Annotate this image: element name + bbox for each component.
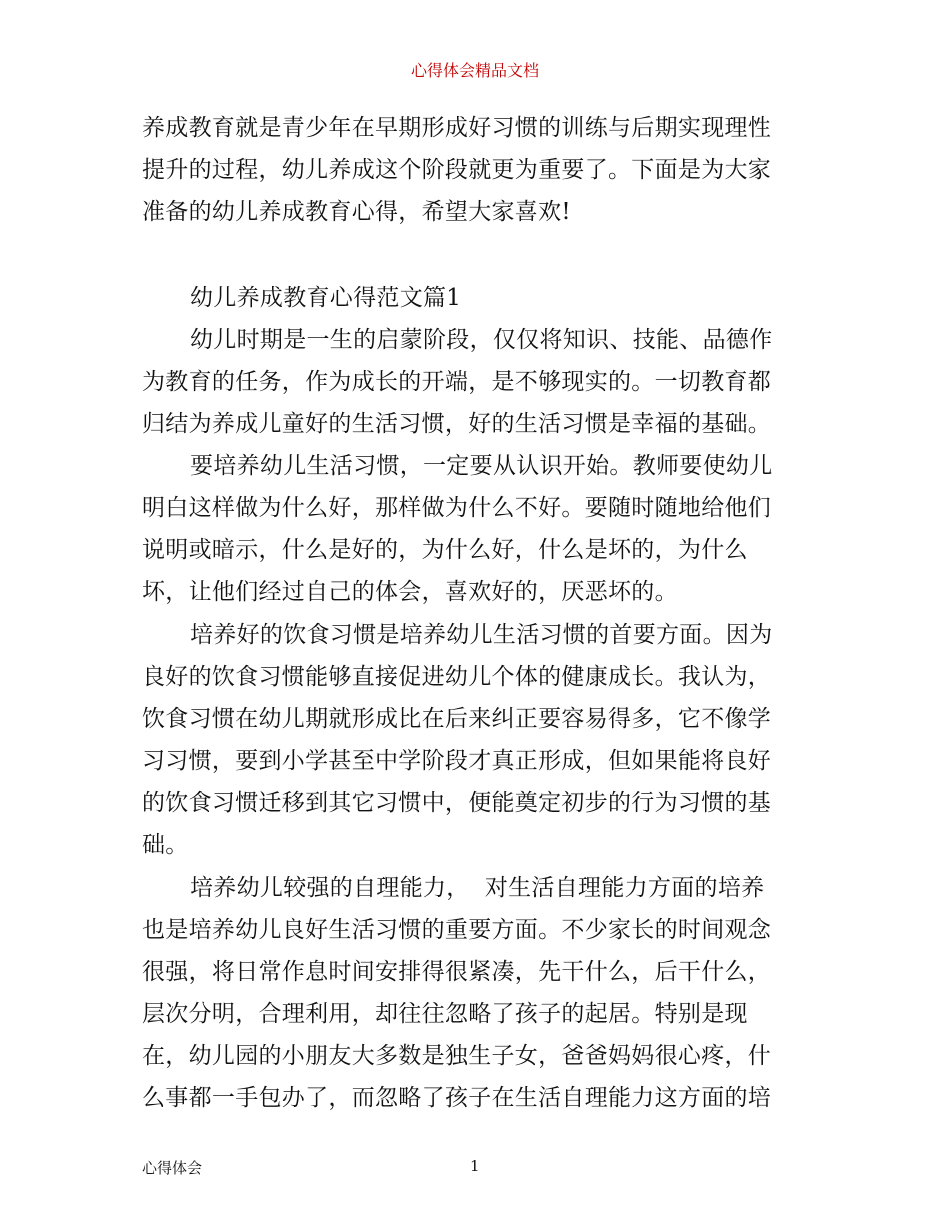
body-line: 很强，将日常作息时间安排得很紧凑，先干什么，后干什么， — [142, 959, 772, 985]
body-line: 幼儿时期是一生的启蒙阶段，仅仅将知识、技能、品德作 — [190, 327, 773, 353]
body-line: 层次分明，合理利用，却往往忽略了孩子的起居。特别是现 — [142, 1001, 748, 1027]
body-line: 归结为养成儿童好的生活习惯，好的生活习惯是幸福的基础。 — [142, 411, 772, 437]
body-line: 坏，让他们经过自己的体会，喜欢好的，厌恶坏的。 — [142, 579, 678, 605]
intro-line: 养成教育就是青少年在早期形成好习惯的训练与后期实现理性 — [142, 115, 772, 141]
footer-label: 心得体会 — [142, 1159, 203, 1177]
body-line: 么事都一手包办了，而忽略了孩子在生活自理能力这方面的培 — [142, 1085, 772, 1111]
page-number: 1 — [470, 1157, 480, 1175]
body-line: 培养幼儿较强的自理能力， 对生活自理能力方面的培养 — [190, 875, 765, 901]
body-line: 明白这样做为什么好，那样做为什么不好。要随时随地给他们 — [142, 495, 772, 521]
body-line: 饮食习惯在幼儿期就形成比在后来纠正要容易得多，它不像学 — [142, 706, 772, 732]
intro-line: 准备的幼儿养成教育心得，希望大家喜欢! — [142, 199, 571, 225]
page-header-title: 心得体会精品文档 — [410, 61, 539, 80]
body-line: 要培养幼儿生活习惯，一定要从认识开始。教师要使幼儿 — [190, 453, 773, 479]
body-line: 也是培养幼儿良好生活习惯的重要方面。不少家长的时间观念 — [142, 917, 772, 943]
body-line: 良好的饮食习惯能够直接促进幼儿个体的健康成长。我认为， — [142, 664, 772, 690]
body-line: 说明或暗示，什么是好的，为什么好，什么是坏的，为什么 — [142, 537, 748, 563]
body-line: 在，幼儿园的小朋友大多数是独生子女，爸爸妈妈很心疼，什 — [142, 1043, 772, 1069]
body-line: 础。 — [142, 832, 189, 858]
body-line: 为教育的任务，作为成长的开端，是不够现实的。一切教育都 — [142, 369, 772, 395]
body-line: 习习惯，要到小学甚至中学阶段才真正形成，但如果能将良好 — [142, 748, 772, 774]
intro-line: 提升的过程，幼儿养成这个阶段就更为重要了。下面是为大家 — [142, 157, 772, 183]
article-heading: 幼儿养成教育心得范文篇1 — [190, 285, 462, 311]
body-line: 培养好的饮食习惯是培养幼儿生活习惯的首要方面。因为 — [190, 622, 773, 648]
body-line: 的饮食习惯迁移到其它习惯中，便能奠定初步的行为习惯的基 — [142, 790, 772, 816]
